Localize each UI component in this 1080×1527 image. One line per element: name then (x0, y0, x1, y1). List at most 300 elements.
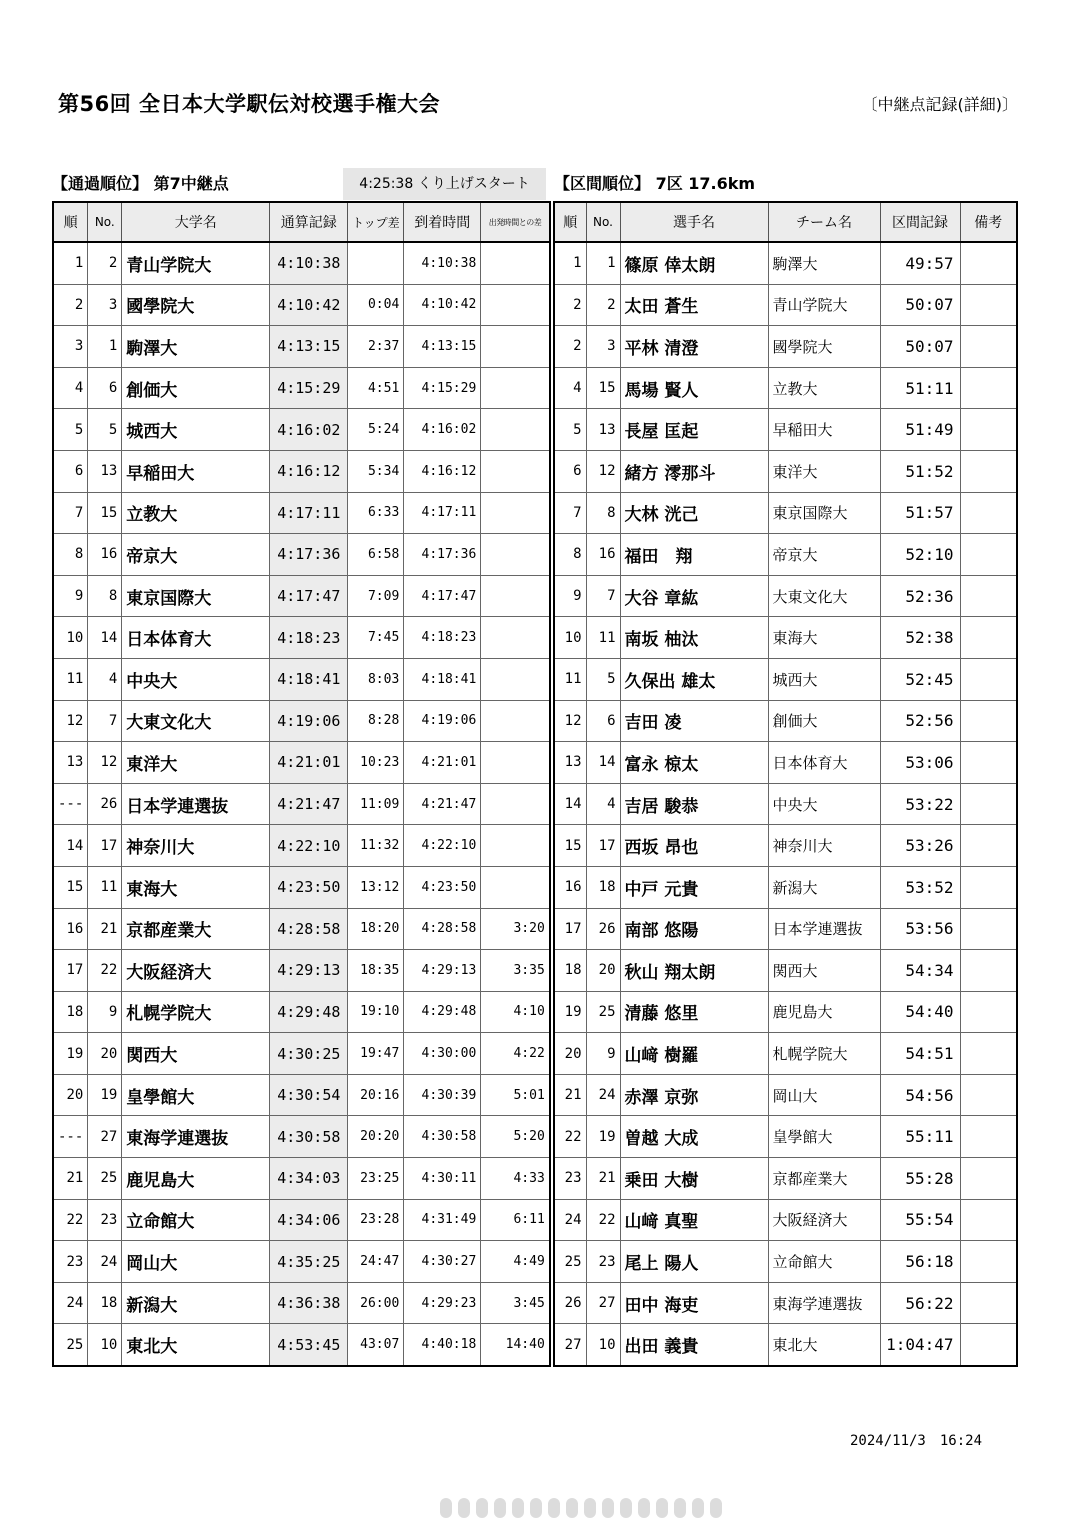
rank-cell: 5 (554, 409, 586, 451)
university-cell: 東洋大 (122, 742, 270, 784)
rank-cell: 17 (554, 908, 586, 950)
bib-number-cell: 11 (88, 866, 122, 908)
bib-number-cell: 15 (586, 367, 620, 409)
team-name-cell: 中央大 (768, 783, 880, 825)
page-title: 第56回 全日本大学駅伝対校選手権大会 (58, 92, 441, 116)
note-cell (960, 284, 1017, 326)
departure-diff-cell (481, 783, 550, 825)
team-name-cell: 創価大 (768, 700, 880, 742)
table-row (53, 326, 550, 368)
rank-cell: 23 (554, 1158, 586, 1200)
rank-cell: 10 (554, 617, 586, 659)
rank-cell: 4 (53, 367, 88, 409)
segment-time-cell: 54:56 (880, 1074, 960, 1116)
note-cell (960, 617, 1017, 659)
runner-name-cell: 出田 義貴 (620, 1324, 768, 1366)
university-cell: 岡山大 (122, 1241, 270, 1283)
table-row (554, 700, 1017, 742)
bib-number-cell: 22 (88, 950, 122, 992)
top-gap-cell: 5:34 (348, 450, 404, 492)
segment-time-cell: 52:36 (880, 575, 960, 617)
team-name-cell: 皇學館大 (768, 1116, 880, 1158)
bib-number-cell: 11 (586, 617, 620, 659)
col-total-time: 通算記録 (270, 202, 348, 242)
departure-diff-cell (481, 617, 550, 659)
total-time-cell: 4:34:03 (270, 1158, 348, 1200)
bib-number-cell: 9 (586, 1033, 620, 1075)
rank-cell: 15 (53, 866, 88, 908)
total-time-cell: 4:16:12 (270, 450, 348, 492)
table-row (53, 742, 550, 784)
top-gap-cell: 11:32 (348, 825, 404, 867)
note-cell (960, 950, 1017, 992)
total-time-cell: 4:36:38 (270, 1282, 348, 1324)
top-gap-cell: 13:12 (348, 866, 404, 908)
segment-time-cell: 52:38 (880, 617, 960, 659)
runner-name-cell: 吉居 駿恭 (620, 783, 768, 825)
bib-number-cell: 16 (88, 534, 122, 576)
arrival-time-cell: 4:23:50 (404, 866, 481, 908)
rank-cell: 18 (53, 991, 88, 1033)
total-time-cell: 4:35:25 (270, 1241, 348, 1283)
total-time-cell: 4:17:47 (270, 575, 348, 617)
departure-diff-cell (481, 242, 550, 284)
departure-diff-cell: 3:20 (481, 908, 550, 950)
arrival-time-cell: 4:22:10 (404, 825, 481, 867)
runner-name-cell: 平林 清澄 (620, 326, 768, 368)
segment-section-label: 【区間順位】 7区 17.6km (554, 174, 756, 193)
col-segment-time: 区間記録 (880, 202, 960, 242)
pass-ranking-table (52, 201, 551, 1367)
total-time-cell: 4:30:25 (270, 1033, 348, 1075)
table-row (554, 326, 1017, 368)
note-cell (960, 242, 1017, 284)
rank-cell: 19 (554, 991, 586, 1033)
team-name-cell: 大阪経済大 (768, 1199, 880, 1241)
segment-time-cell: 54:40 (880, 991, 960, 1033)
segment-time-cell: 56:18 (880, 1241, 960, 1283)
rank-cell: 10 (53, 617, 88, 659)
arrival-time-cell: 4:17:36 (404, 534, 481, 576)
arrival-time-cell: 4:29:23 (404, 1282, 481, 1324)
total-time-cell: 4:13:15 (270, 326, 348, 368)
segment-time-cell: 52:45 (880, 658, 960, 700)
university-cell: 鹿児島大 (122, 1158, 270, 1200)
bib-number-cell: 2 (586, 284, 620, 326)
note-cell (960, 1158, 1017, 1200)
top-gap-cell: 19:10 (348, 991, 404, 1033)
bib-number-cell: 19 (586, 1116, 620, 1158)
bib-number-cell: 14 (586, 742, 620, 784)
university-cell: 立命館大 (122, 1199, 270, 1241)
team-name-cell: 立教大 (768, 367, 880, 409)
segment-time-cell: 55:28 (880, 1158, 960, 1200)
bib-number-cell: 7 (88, 700, 122, 742)
table-row (554, 1074, 1017, 1116)
note-cell (960, 409, 1017, 451)
team-name-cell: 帝京大 (768, 534, 880, 576)
top-gap-cell: 20:20 (348, 1116, 404, 1158)
total-time-cell: 4:18:41 (270, 658, 348, 700)
table-row (53, 866, 550, 908)
rank-cell: 24 (53, 1282, 88, 1324)
runner-name-cell: 富永 椋太 (620, 742, 768, 784)
segment-time-cell: 55:54 (880, 1199, 960, 1241)
total-time-cell: 4:21:01 (270, 742, 348, 784)
rank-cell: 17 (53, 950, 88, 992)
top-gap-cell: 6:33 (348, 492, 404, 534)
runner-name-cell: 吉田 凌 (620, 700, 768, 742)
rank-cell: 7 (53, 492, 88, 534)
university-cell: 早稲田大 (122, 450, 270, 492)
team-name-cell: 鹿児島大 (768, 991, 880, 1033)
university-cell: 東京国際大 (122, 575, 270, 617)
bib-number-cell: 13 (586, 409, 620, 451)
segment-time-cell: 51:11 (880, 367, 960, 409)
rank-cell: 19 (53, 1033, 88, 1075)
departure-diff-cell (481, 492, 550, 534)
arrival-time-cell: 4:10:42 (404, 284, 481, 326)
arrival-time-cell: 4:21:01 (404, 742, 481, 784)
arrival-time-cell: 4:18:23 (404, 617, 481, 659)
segment-time-cell: 51:52 (880, 450, 960, 492)
arrival-time-cell: 4:30:11 (404, 1158, 481, 1200)
university-cell: 日本学連選抜 (122, 783, 270, 825)
table-row (554, 783, 1017, 825)
note-cell (960, 908, 1017, 950)
note-cell (960, 700, 1017, 742)
bib-number-cell: 3 (586, 326, 620, 368)
col-rank: 順 (554, 202, 586, 242)
rank-cell: 2 (53, 284, 88, 326)
note-cell (960, 1282, 1017, 1324)
note-cell (960, 825, 1017, 867)
departure-diff-cell: 14:40 (481, 1324, 550, 1366)
table-row (554, 950, 1017, 992)
team-name-cell: 東北大 (768, 1324, 880, 1366)
rank-cell: 21 (53, 1158, 88, 1200)
bib-number-cell: 16 (586, 534, 620, 576)
table-row (53, 1158, 550, 1200)
university-cell: 東海学連選抜 (122, 1116, 270, 1158)
departure-diff-cell (481, 700, 550, 742)
bib-number-cell: 5 (586, 658, 620, 700)
rank-cell: 16 (554, 866, 586, 908)
segment-time-cell: 54:51 (880, 1033, 960, 1075)
departure-diff-cell (481, 866, 550, 908)
col-note: 備考 (960, 202, 1017, 242)
table-row (554, 1033, 1017, 1075)
rank-cell: 23 (53, 1241, 88, 1283)
top-gap-cell: 18:35 (348, 950, 404, 992)
arrival-time-cell: 4:28:58 (404, 908, 481, 950)
rank-cell: 20 (53, 1074, 88, 1116)
rank-cell: 22 (554, 1116, 586, 1158)
university-cell: 神奈川大 (122, 825, 270, 867)
table-row (53, 617, 550, 659)
segment-time-cell: 53:22 (880, 783, 960, 825)
col-team: チーム名 (768, 202, 880, 242)
top-gap-cell: 2:37 (348, 326, 404, 368)
runner-name-cell: 福田 翔 (620, 534, 768, 576)
table-row (53, 409, 550, 451)
departure-diff-cell: 4:49 (481, 1241, 550, 1283)
bib-number-cell: 26 (586, 908, 620, 950)
table-row (554, 367, 1017, 409)
arrival-time-cell: 4:29:13 (404, 950, 481, 992)
university-cell: 國學院大 (122, 284, 270, 326)
bib-number-cell: 1 (88, 326, 122, 368)
rank-cell: 14 (53, 825, 88, 867)
rank-cell: 11 (53, 658, 88, 700)
rank-cell: --- (53, 1116, 88, 1158)
top-gap-cell: 6:58 (348, 534, 404, 576)
note-cell (960, 367, 1017, 409)
col-arrival: 到着時間 (404, 202, 481, 242)
team-name-cell: 大東文化大 (768, 575, 880, 617)
table-row (554, 575, 1017, 617)
table-row (554, 1241, 1017, 1283)
bib-number-cell: 8 (88, 575, 122, 617)
bib-number-cell: 20 (586, 950, 620, 992)
bib-number-cell: 4 (586, 783, 620, 825)
bib-number-cell: 24 (88, 1241, 122, 1283)
top-gap-cell: 11:09 (348, 783, 404, 825)
departure-diff-cell: 6:11 (481, 1199, 550, 1241)
note-cell (960, 575, 1017, 617)
segment-time-cell: 54:34 (880, 950, 960, 992)
note-cell (960, 658, 1017, 700)
table-row (554, 1324, 1017, 1366)
departure-diff-cell: 5:01 (481, 1074, 550, 1116)
document-type-label: 〔中継点記録(詳細)〕 (861, 95, 1018, 114)
bib-number-cell: 10 (586, 1324, 620, 1366)
arrival-time-cell: 4:18:41 (404, 658, 481, 700)
col-no: No. (586, 202, 620, 242)
rank-cell: 7 (554, 492, 586, 534)
arrival-time-cell: 4:31:49 (404, 1199, 481, 1241)
rank-cell: 20 (554, 1033, 586, 1075)
total-time-cell: 4:29:48 (270, 991, 348, 1033)
col-departure-diff: 出発時間との差 (481, 202, 550, 242)
departure-diff-cell (481, 742, 550, 784)
total-time-cell: 4:17:11 (270, 492, 348, 534)
runner-name-cell: 南坂 柚汰 (620, 617, 768, 659)
note-cell (960, 326, 1017, 368)
runner-name-cell: 西坂 昂也 (620, 825, 768, 867)
total-time-cell: 4:30:54 (270, 1074, 348, 1116)
bib-number-cell: 4 (88, 658, 122, 700)
rank-cell: 2 (554, 284, 586, 326)
runner-name-cell: 篠原 倖太朗 (620, 242, 768, 284)
team-name-cell: 札幌学院大 (768, 1033, 880, 1075)
rank-cell: 14 (554, 783, 586, 825)
university-cell: 駒澤大 (122, 326, 270, 368)
top-gap-cell: 10:23 (348, 742, 404, 784)
total-time-cell: 4:18:23 (270, 617, 348, 659)
arrival-time-cell: 4:29:48 (404, 991, 481, 1033)
table-row (554, 617, 1017, 659)
departure-diff-cell (481, 284, 550, 326)
runner-name-cell: 大谷 章紘 (620, 575, 768, 617)
arrival-time-cell: 4:30:39 (404, 1074, 481, 1116)
table-row (554, 1116, 1017, 1158)
departure-diff-cell (481, 367, 550, 409)
university-cell: 札幌学院大 (122, 991, 270, 1033)
arrival-time-cell: 4:17:11 (404, 492, 481, 534)
bib-number-cell: 15 (88, 492, 122, 534)
total-time-cell: 4:10:42 (270, 284, 348, 326)
segment-time-cell: 50:07 (880, 326, 960, 368)
segment-time-cell: 53:52 (880, 866, 960, 908)
team-name-cell: 岡山大 (768, 1074, 880, 1116)
top-gap-cell: 24:47 (348, 1241, 404, 1283)
note-cell (960, 742, 1017, 784)
col-rank: 順 (53, 202, 88, 242)
total-time-cell: 4:29:13 (270, 950, 348, 992)
bib-number-cell: 18 (586, 866, 620, 908)
table-row (53, 950, 550, 992)
arrival-time-cell: 4:30:58 (404, 1116, 481, 1158)
university-cell: 立教大 (122, 492, 270, 534)
rank-cell: 6 (554, 450, 586, 492)
segment-time-cell: 50:07 (880, 284, 960, 326)
team-name-cell: 京都産業大 (768, 1158, 880, 1200)
university-cell: 創価大 (122, 367, 270, 409)
bib-number-cell: 23 (88, 1199, 122, 1241)
rank-cell: 4 (554, 367, 586, 409)
top-gap-cell: 5:24 (348, 409, 404, 451)
team-name-cell: 國學院大 (768, 326, 880, 368)
team-name-cell: 東海学連選抜 (768, 1282, 880, 1324)
bib-number-cell: 17 (88, 825, 122, 867)
rank-cell: 9 (53, 575, 88, 617)
departure-diff-cell (481, 534, 550, 576)
table-row (554, 1199, 1017, 1241)
rank-cell: 12 (53, 700, 88, 742)
bib-number-cell: 12 (586, 450, 620, 492)
table-row (53, 908, 550, 950)
top-gap-cell: 26:00 (348, 1282, 404, 1324)
segment-time-cell: 56:22 (880, 1282, 960, 1324)
rank-cell: 9 (554, 575, 586, 617)
note-cell (960, 534, 1017, 576)
rank-cell: 1 (554, 242, 586, 284)
table-row (554, 284, 1017, 326)
rank-cell: 8 (53, 534, 88, 576)
team-name-cell: 新潟大 (768, 866, 880, 908)
top-gap-cell: 7:09 (348, 575, 404, 617)
team-name-cell: 日本体育大 (768, 742, 880, 784)
arrival-time-cell: 4:15:29 (404, 367, 481, 409)
team-name-cell: 早稲田大 (768, 409, 880, 451)
rank-cell: 5 (53, 409, 88, 451)
rank-cell: 18 (554, 950, 586, 992)
note-cell (960, 1116, 1017, 1158)
col-no: No. (88, 202, 122, 242)
note-cell (960, 1324, 1017, 1366)
arrival-time-cell: 4:17:47 (404, 575, 481, 617)
total-time-cell: 4:16:02 (270, 409, 348, 451)
bib-number-cell: 8 (586, 492, 620, 534)
note-cell (960, 866, 1017, 908)
runner-name-cell: 山﨑 真聖 (620, 1199, 768, 1241)
bib-number-cell: 21 (586, 1158, 620, 1200)
runner-name-cell: 山﨑 樹羅 (620, 1033, 768, 1075)
note-cell (960, 450, 1017, 492)
rank-cell: 13 (554, 742, 586, 784)
bib-number-cell: 21 (88, 908, 122, 950)
university-cell: 大阪経済大 (122, 950, 270, 992)
segment-time-cell: 51:49 (880, 409, 960, 451)
bib-number-cell: 3 (88, 284, 122, 326)
rank-cell: 25 (554, 1241, 586, 1283)
table-row (53, 1282, 550, 1324)
table-row (554, 658, 1017, 700)
runner-name-cell: 馬場 賢人 (620, 367, 768, 409)
university-cell: 日本体育大 (122, 617, 270, 659)
university-cell: 皇學館大 (122, 1074, 270, 1116)
note-cell (960, 1074, 1017, 1116)
total-time-cell: 4:53:45 (270, 1324, 348, 1366)
note-cell (960, 1033, 1017, 1075)
segment-table-header-row (554, 202, 1017, 242)
university-cell: 新潟大 (122, 1282, 270, 1324)
table-row (554, 492, 1017, 534)
rank-cell: 24 (554, 1199, 586, 1241)
table-row (554, 866, 1017, 908)
runner-name-cell: 秋山 翔太朗 (620, 950, 768, 992)
departure-diff-cell (481, 575, 550, 617)
pass-section-label: 【通過順位】 第7中継点 (52, 174, 229, 193)
page-indicator (440, 1498, 722, 1518)
table-row (554, 991, 1017, 1033)
note-cell (960, 783, 1017, 825)
segment-time-cell: 49:57 (880, 242, 960, 284)
note-cell (960, 1241, 1017, 1283)
bib-number-cell: 22 (586, 1199, 620, 1241)
university-cell: 京都産業大 (122, 908, 270, 950)
rank-cell: 12 (554, 700, 586, 742)
runner-name-cell: 乗田 大樹 (620, 1158, 768, 1200)
total-time-cell: 4:17:36 (270, 534, 348, 576)
arrival-time-cell: 4:10:38 (404, 242, 481, 284)
top-gap-cell: 18:20 (348, 908, 404, 950)
departure-diff-cell: 4:10 (481, 991, 550, 1033)
departure-diff-cell: 4:22 (481, 1033, 550, 1075)
col-runner: 選手名 (620, 202, 768, 242)
rank-cell: 26 (554, 1282, 586, 1324)
segment-ranking-table (553, 201, 1018, 1367)
runner-name-cell: 中戸 元貴 (620, 866, 768, 908)
bib-number-cell: 27 (586, 1282, 620, 1324)
table-row (554, 1158, 1017, 1200)
runner-name-cell: 太田 蒼生 (620, 284, 768, 326)
bib-number-cell: 20 (88, 1033, 122, 1075)
top-gap-cell: 23:25 (348, 1158, 404, 1200)
col-university: 大学名 (122, 202, 270, 242)
departure-diff-cell (481, 326, 550, 368)
bib-number-cell: 25 (88, 1158, 122, 1200)
table-row (53, 1033, 550, 1075)
table-row (53, 284, 550, 326)
table-row (554, 450, 1017, 492)
rank-cell: 15 (554, 825, 586, 867)
total-time-cell: 4:30:58 (270, 1116, 348, 1158)
rank-cell: 21 (554, 1074, 586, 1116)
table-row (53, 1116, 550, 1158)
rank-cell: 22 (53, 1199, 88, 1241)
